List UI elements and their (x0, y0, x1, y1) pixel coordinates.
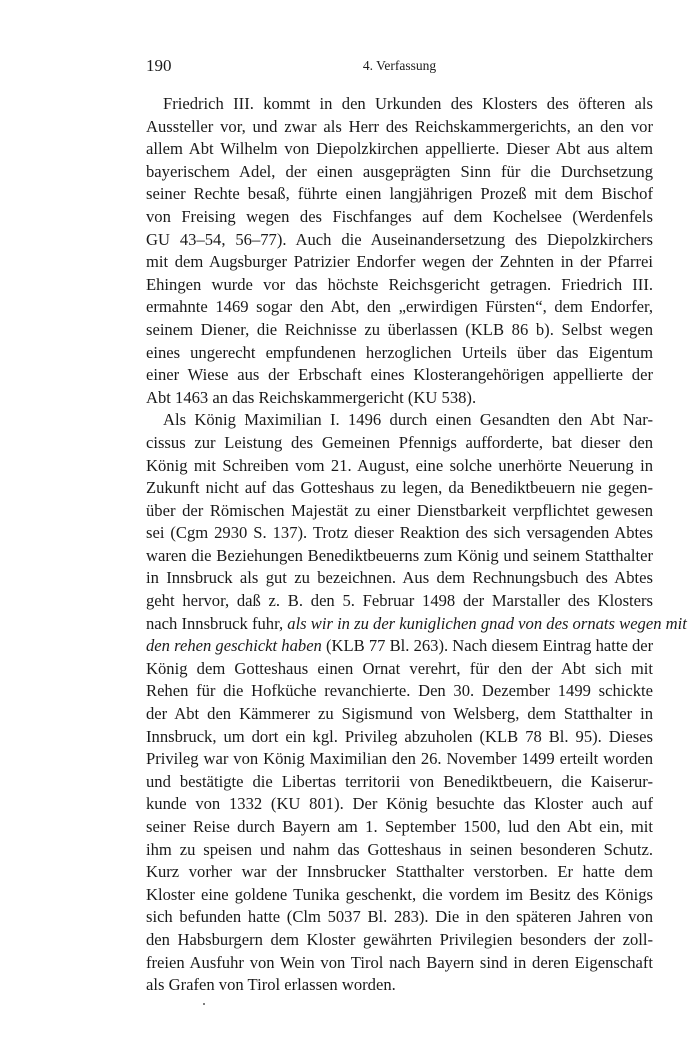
text-line: GU 43–54, 56–77). Auch die Auseinandersetzung des Diepolzkirchers (146, 229, 653, 249)
text-line: sich befunden hatte (Clm 5037 Bl. 283). Die in den späteren Jahren von (146, 907, 653, 927)
text-line: als Grafen von Tirol erlassen worden. (146, 975, 396, 995)
text-line: ermahnte 1469 sogar den Abt, den „erwirdigen Fürsten“, dem Endorfer, (146, 297, 653, 317)
text-line: den rehen geschickt haben (KLB 77 Bl. 263). Nach diesem Eintrag hatte der (146, 636, 654, 656)
italic-quotation: den rehen geschickt haben (146, 636, 322, 656)
text-line: Ehingen wurde vor das höchste Reichsgericht getragen. Friedrich III. (146, 274, 653, 294)
text-line: waren die Beziehungen Benediktbeuerns zum König und seinem Statthalter (146, 545, 653, 565)
text-line: kunde von 1332 (KU 801). Der König besuchte das Kloster auch auf (146, 794, 653, 814)
text-line: Aussteller vor, und zwar als Herr des Reichskammergerichts, an den vor (146, 116, 653, 136)
text-line: geht hervor, daß z. B. den 5. Februar 1498 der Marstaller des Klosters (146, 591, 653, 611)
running-head: 4. Verfassung (362, 58, 437, 73)
text-line: einer Wiese aus der Erbschaft eines Klosterangehörigen appellierte der (146, 365, 653, 385)
text-line: Innsbruck, um dort ein kgl. Privileg abzuholen (KLB 78 Bl. 95). Dieses (146, 726, 653, 746)
page-header (146, 56, 653, 78)
text-line: von Freising wegen des Fischfanges auf dem Kochelsee (Werdenfels (146, 206, 653, 226)
italic-quotation: als wir in zu der kuniglichen gnad von des ornats wegen mit (287, 613, 687, 633)
page-number: 190 (146, 56, 172, 75)
text-line: nach Innsbruck fuhr, als wir in zu der kuniglichen gnad von des ornats wegen mit (146, 613, 687, 633)
text-line: Friedrich III. kommt in den Urkunden des Klosters des öfteren als (163, 94, 653, 113)
text-line: über der Römischen Majestät zu einer Dienstbarkeit verpflichtet gewesen (146, 500, 653, 520)
body-text (146, 93, 687, 997)
text-line: in Innsbruck als gut zu bezeichnen. Aus dem Rechnungsbuch des Abtes (146, 568, 653, 588)
text-line: sei (Cgm 2930 S. 137). Trotz dieser Reaktion des sich versagenden Abtes (146, 523, 653, 543)
text-line: bayerischem Adel, der einen ausgeprägten Sinn für die Durchsetzung (146, 161, 653, 181)
text-line: und bestätigte die Libertas territorii von Benediktbeuern, die Kaiserur- (146, 771, 653, 791)
text-line: der Abt den Kämmerer zu Sigismund von Welsberg, dem Statthalter in (146, 704, 653, 724)
text-line: eines ungerecht empfundenen herzoglichen Urteils über das Eigentum (146, 342, 653, 362)
text-line: mit dem Augsburger Patrizier Endorfer wegen der Zehnten in der Pfarrei (146, 252, 653, 272)
paragraph-2 (146, 409, 687, 996)
text-line: den Habsburgern dem Kloster gewährten Privilegien besonders der zoll- (146, 929, 653, 949)
text-line: allem Abt Wilhelm von Diepolzkirchen appellierte. Dieser Abt aus altem (146, 139, 653, 159)
text-line: Rehen für die Hofküche revanchierte. Den 30. Dezember 1499 schickte (146, 681, 653, 701)
text-line: Privileg war von König Maximilian den 26. November 1499 erteilt worden (146, 749, 653, 769)
text-line: König mit Schreiben vom 21. August, eine solche unerhörte Neuerung in (146, 455, 653, 475)
text-line: cissus zur Leistung des Gemeinen Pfennigs aufforderte, bat dieser den (146, 432, 653, 452)
text-line: freien Ausfuhr von Wein von Tirol nach Bayern sind in deren Eigenschaft (146, 952, 653, 972)
text-line: seiner Reise durch Bayern am 1. September 1500, lud den Abt ein, mit (146, 817, 653, 836)
stray-ink-dot (203, 1003, 205, 1005)
paragraph-1 (146, 93, 653, 409)
text-line: Kurz vorher war der Innsbrucker Statthalter verstorben. Er hatte dem (146, 862, 653, 882)
text-line: seinem Diener, die Reichnisse zu überlassen (KLB 86 b). Selbst wegen (146, 319, 653, 339)
text-line: Als König Maximilian I. 1496 durch einen Gesandten den Abt Nar- (163, 410, 653, 430)
text-line: König dem Gotteshaus einen Ornat verehrt, für den der Abt sich mit (146, 658, 653, 678)
text-line: Abt 1463 an das Reichskammergericht (KU 538). (146, 387, 477, 407)
text-line: ihm zu speisen und nahm das Gotteshaus in seinen besonderen Schutz. (146, 839, 653, 859)
text-line: Zukunft nicht auf das Gotteshaus zu legen, da Benediktbeuern nie gegen- (146, 478, 653, 498)
text-line: seiner Rechte besaß, führte einen langjährigen Prozeß mit dem Bischof (146, 184, 653, 204)
text-line: Kloster eine goldene Tunika geschenkt, die vordem im Besitz des Königs (146, 884, 653, 904)
